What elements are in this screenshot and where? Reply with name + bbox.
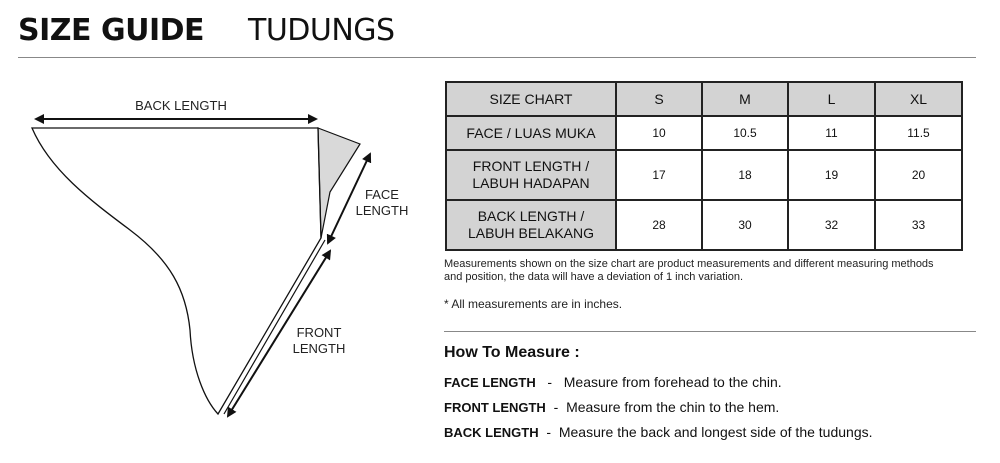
how-to-measure-title: How To Measure : (444, 344, 580, 361)
table-cell: 20 (875, 150, 962, 200)
header-divider (18, 57, 976, 58)
how-item-description: Measure the back and longest side of the tudungs. (558, 424, 873, 440)
row-label (446, 116, 616, 150)
face-length-label-line1: FACE (365, 187, 399, 202)
row-label (446, 200, 616, 250)
tudung-diagram (0, 60, 440, 458)
face-length-label-line2: LENGTH (355, 203, 409, 218)
page-title: SIZE GUIDE (18, 12, 205, 48)
units-note: * All measurements are in inches. (444, 297, 623, 311)
row-label-line: BACK LENGTH / (477, 208, 585, 224)
size-column-header: M (702, 82, 788, 116)
how-item-term: BACK LENGTH (444, 425, 539, 440)
measurement-disclaimer (444, 258, 964, 284)
disclaimer-line1: Measurements shown on the size chart are product measurements and different measuring methods (444, 258, 934, 270)
front-length-label-line1: FRONT (296, 325, 342, 340)
size-column-header: L (788, 82, 875, 116)
how-item-back-length (444, 424, 873, 440)
table-row (446, 200, 962, 250)
how-item-front-length (444, 399, 779, 415)
table-cell: 33 (875, 200, 962, 250)
table-cell: 28 (616, 200, 702, 250)
table-row (446, 150, 962, 200)
table-header-row (446, 82, 962, 116)
table-cell: 11 (788, 116, 875, 150)
row-label-line: LABUH BELAKANG (467, 225, 595, 241)
size-chart-corner: SIZE CHART (446, 82, 616, 116)
row-label-line: LABUH HADAPAN (472, 175, 590, 191)
back-length-label: BACK LENGTH (135, 98, 227, 113)
how-item-separator: - (547, 374, 553, 390)
tudung-outline (32, 128, 321, 414)
table-cell: 10.5 (702, 116, 788, 150)
row-label-line: FACE / LUAS MUKA (466, 124, 596, 141)
how-item-face-length (444, 374, 782, 390)
table-cell: 19 (788, 150, 875, 200)
size-chart-table (445, 81, 963, 251)
how-item-description: Measure from the chin to the hem. (566, 399, 780, 415)
table-row (446, 116, 962, 150)
table-cell: 32 (788, 200, 875, 250)
row-label (446, 150, 616, 200)
how-item-description: Measure from forehead to the chin. (563, 374, 782, 390)
front-length-label-line2: LENGTH (292, 341, 346, 356)
section-divider (444, 331, 976, 332)
disclaimer-line2: and position, the data will have a deviation of 1 inch variation. (444, 271, 744, 283)
table-cell: 18 (702, 150, 788, 200)
how-item-separator: - (546, 424, 552, 440)
page-header (18, 10, 395, 50)
row-label-line: FRONT LENGTH / (472, 158, 590, 174)
table-cell: 10 (616, 116, 702, 150)
front-length-label (284, 325, 354, 357)
how-item-separator: - (553, 399, 559, 415)
face-length-label (350, 187, 414, 219)
size-column-header: S (616, 82, 702, 116)
how-item-term: FRONT LENGTH (444, 400, 546, 415)
page-subtitle: TUDUNGS (248, 12, 395, 48)
table-cell: 17 (616, 150, 702, 200)
table-cell: 11.5 (875, 116, 962, 150)
size-column-header: XL (875, 82, 962, 116)
table-cell: 30 (702, 200, 788, 250)
how-item-term: FACE LENGTH (444, 375, 536, 390)
tudung-illustration (0, 60, 440, 458)
